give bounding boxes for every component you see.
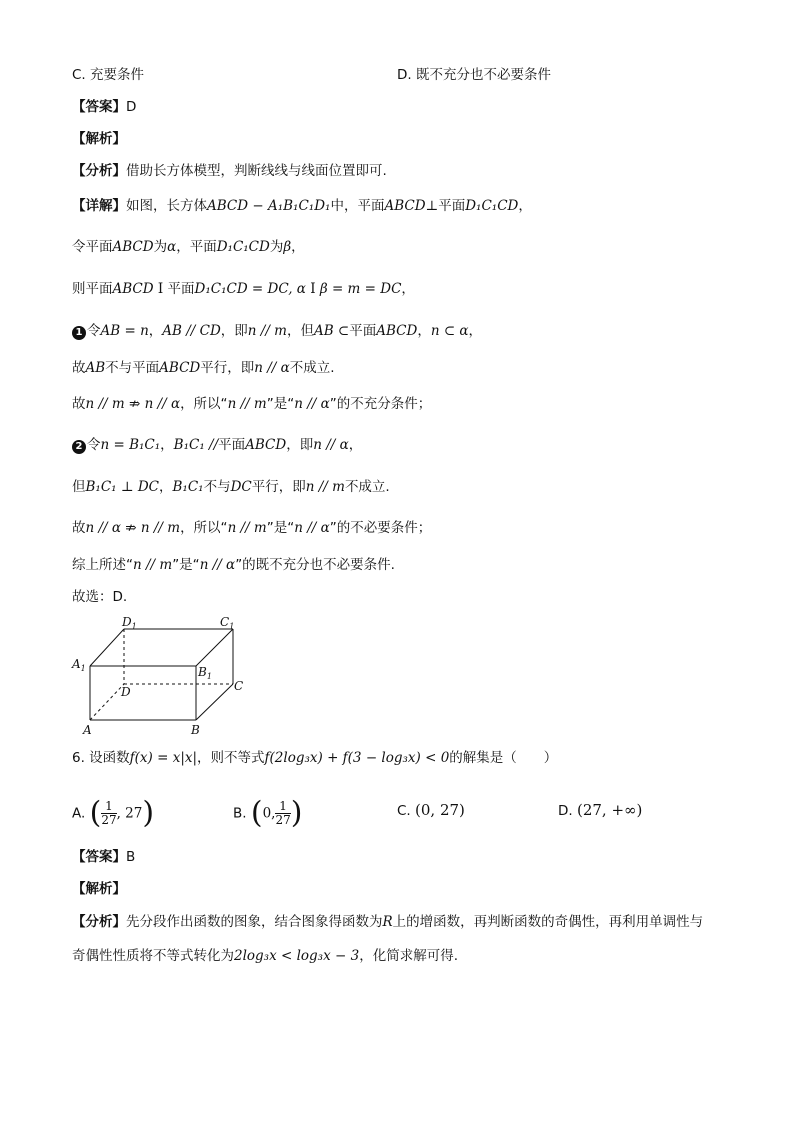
fraction: $\frac{1}{27}$ — [275, 799, 291, 827]
label-a1: $A_1$ — [72, 657, 86, 673]
q6-option-c — [397, 801, 465, 820]
detail-line-1 — [72, 197, 532, 215]
intersect-symbol: I — [310, 281, 316, 297]
math: AB // CD — [162, 323, 221, 339]
math: β = m = DC — [319, 281, 402, 297]
math-plane: D₁C₁CD — [465, 198, 519, 214]
detail-line-6 — [72, 395, 431, 413]
answer-tag: 【答案】 — [72, 99, 126, 115]
math: f(2log₃x) + f(3 − log₃x) < 0 — [264, 750, 450, 766]
math: (27, +∞) — [576, 801, 643, 819]
math: n // α — [294, 396, 330, 412]
math: n // m — [227, 520, 267, 536]
edge-b1c1 — [196, 629, 233, 666]
paren: ) — [142, 795, 155, 831]
t: 故 — [72, 520, 86, 536]
t: ，平面 — [176, 239, 217, 255]
detail-line-5 — [72, 359, 335, 377]
detail-line-7 — [72, 436, 362, 454]
math: 2log₃x < log₃x − 3 — [234, 948, 360, 964]
paren: ) — [290, 795, 303, 831]
t: ”是“ — [266, 520, 295, 536]
math: β — [283, 239, 292, 255]
math: f(x) = x|x| — [129, 750, 198, 766]
perp-symbol: ⊥ — [425, 198, 439, 214]
math: n // m — [227, 396, 267, 412]
math: n // α ⇏ n // m — [85, 520, 181, 536]
label-a: A — [83, 723, 92, 737]
opt-label: A. — [72, 805, 86, 822]
math: ABCD — [112, 239, 154, 255]
conclusion-line: 故选：D. — [72, 589, 128, 605]
opt-label: B. — [233, 805, 247, 822]
t: 中，平面 — [330, 198, 385, 214]
detail-line-10 — [72, 556, 395, 574]
t: ”是“ — [172, 557, 200, 573]
math: 0, — [262, 805, 276, 822]
math: R — [382, 914, 393, 930]
math: AB — [85, 360, 106, 376]
math: α — [167, 239, 177, 255]
math: n // m — [305, 479, 345, 495]
t: 如图，长方体 — [126, 198, 207, 214]
answer-line-q6 — [72, 848, 135, 866]
math: n // α — [254, 360, 290, 376]
detail-line-3 — [72, 280, 415, 298]
label-b1: $B_1$ — [198, 665, 212, 681]
detail-line-8 — [72, 478, 390, 496]
option-c: C. 充要条件 — [72, 67, 145, 83]
t: 不与平面 — [105, 360, 160, 376]
t: 但 — [72, 479, 86, 495]
t: ，所以“ — [180, 520, 228, 536]
fenxi-line-q6-2 — [72, 947, 458, 965]
jiexi-tag-q6: 【解析】 — [72, 881, 126, 897]
math: n // α — [313, 437, 349, 453]
t: ，即 — [286, 437, 314, 453]
t: ， — [291, 239, 305, 255]
option-d: D. 既不充分也不必要条件 — [397, 67, 551, 83]
math: n // α — [199, 557, 236, 573]
t: 平面 — [349, 323, 377, 339]
t: ”的不必要条件； — [329, 520, 432, 536]
cuboid-figure — [70, 612, 260, 738]
fenxi-tag: 【分析】 — [72, 914, 126, 930]
t: 令 — [87, 323, 101, 339]
t: ，所以“ — [180, 396, 228, 412]
math: , 27 — [116, 805, 143, 822]
t: 奇偶性性质将不等式转化为 — [72, 948, 234, 964]
math: D₁C₁CD = DC, α — [194, 281, 306, 297]
math: AB = n — [100, 323, 149, 339]
t: 平面 — [167, 281, 195, 297]
label-b: B — [191, 723, 200, 737]
t: ， — [518, 198, 532, 214]
q6-option-d — [558, 801, 642, 820]
math: ABCD — [376, 323, 418, 339]
t: ， — [148, 323, 163, 339]
t: 不成立. — [289, 360, 335, 376]
t: 平面 — [218, 437, 246, 453]
math: (0, 27) — [415, 801, 465, 819]
math: n // m — [247, 323, 287, 339]
math: B₁C₁ // — [173, 437, 219, 453]
t: 的解集是（ ） — [449, 750, 558, 766]
t: 综上所述“ — [72, 557, 133, 573]
t: 平行，即 — [200, 360, 255, 376]
detail-line-2 — [72, 238, 305, 256]
t: 则平面 — [72, 281, 113, 297]
t: ，但 — [286, 323, 314, 339]
t: ，化简求解可得. — [359, 948, 458, 964]
t: 先分段作出函数的图象，结合图象得函数为 — [126, 914, 383, 930]
label-d1: $D_1$ — [122, 615, 137, 631]
circled-number-icon: 1 — [72, 326, 86, 340]
t: 不成立. — [344, 479, 390, 495]
t: 平行，即 — [251, 479, 306, 495]
detail-line-4 — [72, 322, 482, 340]
q6-stem — [72, 749, 557, 767]
answer-value: B — [126, 849, 136, 865]
t: ”是“ — [266, 396, 295, 412]
math: ABCD — [245, 437, 287, 453]
t: 为 — [269, 239, 284, 255]
fenxi-tag: 【分析】 — [72, 163, 126, 179]
t: 上的增函数，再判断函数的奇偶性，再利用单调性与 — [392, 914, 704, 930]
fenxi-line-q5 — [72, 162, 387, 180]
paren: ( — [89, 795, 102, 831]
edge-a1d1 — [90, 629, 124, 666]
xiangjie-tag: 【详解】 — [72, 198, 126, 214]
math: ABCD — [159, 360, 201, 376]
circled-number-icon: 2 — [72, 440, 86, 454]
t: 为 — [153, 239, 168, 255]
fraction: $\frac{1}{27}$ — [101, 799, 117, 827]
t: ， — [401, 281, 415, 297]
fenxi-text: 借助长方体模型，判断线线与线面位置即可. — [126, 163, 387, 179]
math-cuboid: ABCD − A₁B₁C₁D₁ — [207, 198, 331, 214]
t: ”的不充分条件； — [329, 396, 432, 412]
answer-line-q5 — [72, 98, 136, 116]
t: 令平面 — [72, 239, 113, 255]
t: ， — [468, 323, 483, 339]
math: AB ⊂ — [313, 323, 350, 339]
answer-tag: 【答案】 — [72, 849, 126, 865]
t: ， — [160, 437, 174, 453]
t: 故 — [72, 360, 86, 376]
t: ”的既不充分也不必要条件. — [235, 557, 395, 573]
t: ， — [348, 437, 363, 453]
label-d: D — [121, 685, 131, 699]
jiexi-tag-q5: 【解析】 — [72, 131, 126, 147]
t: ， — [159, 479, 173, 495]
math: B₁C₁ ⊥ DC — [85, 479, 160, 495]
t: 平面 — [438, 198, 466, 214]
math: n // m ⇏ n // α — [85, 396, 181, 412]
opt-label: D. — [558, 803, 573, 819]
math: n = B₁C₁ — [100, 437, 161, 453]
math: D₁C₁CD — [216, 239, 270, 255]
math: DC — [230, 479, 252, 495]
t: ，则不等式 — [197, 750, 265, 766]
t: 6. 设函数 — [72, 750, 130, 766]
t: 故 — [72, 396, 86, 412]
answer-value: D — [126, 99, 137, 115]
math: n // m — [133, 557, 173, 573]
q6-option-a — [72, 795, 155, 831]
q6-option-b — [233, 795, 303, 831]
t: ， — [417, 323, 431, 339]
t: ，即 — [220, 323, 248, 339]
fenxi-line-q6-1 — [72, 913, 703, 931]
t: 不与 — [203, 479, 231, 495]
opt-label: C. — [397, 803, 411, 819]
math: n // α — [294, 520, 330, 536]
math-plane: ABCD — [384, 198, 426, 214]
detail-line-9 — [72, 519, 431, 537]
math: n ⊂ α — [430, 323, 469, 339]
edge-bc — [196, 684, 233, 720]
label-c: C — [234, 679, 244, 693]
label-c1: $C_1$ — [220, 615, 235, 631]
t: 令 — [87, 437, 101, 453]
paren: ( — [250, 795, 263, 831]
math: B₁C₁ — [172, 479, 204, 495]
math: ABCD — [112, 281, 154, 297]
edge-ad-hidden — [90, 684, 124, 720]
intersect-symbol: I — [157, 281, 164, 297]
